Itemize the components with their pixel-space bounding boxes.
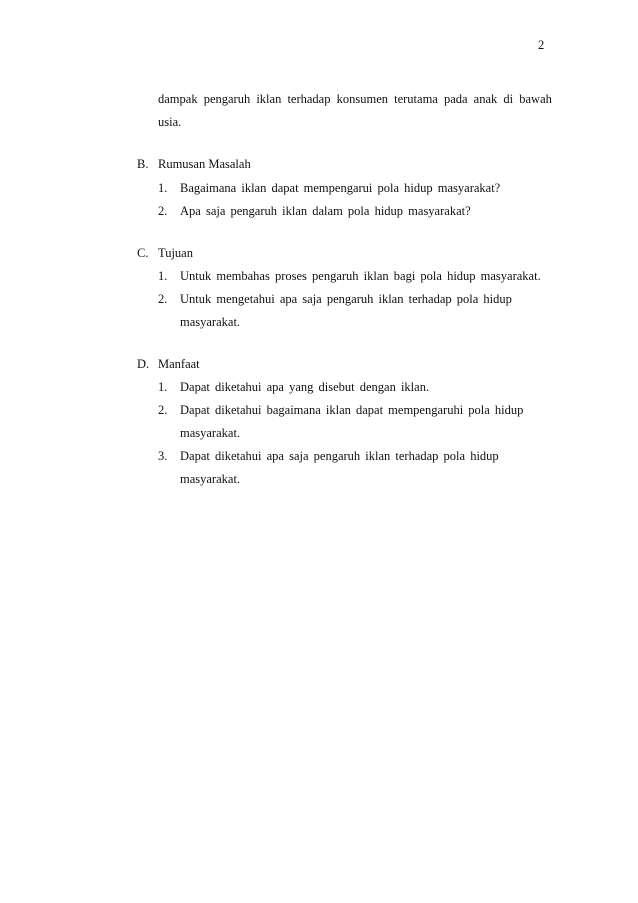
section-letter: B.	[137, 157, 149, 171]
list-item-number: 2.	[158, 403, 168, 417]
list-item-number: 1.	[158, 181, 168, 195]
section-title: Manfaat	[158, 357, 200, 371]
list-item-text-continuation: masyarakat.	[180, 315, 241, 329]
paragraph-line: usia.	[158, 115, 182, 129]
list-item-text-continuation: masyarakat.	[180, 472, 241, 486]
list-item-text: Bagaimana iklan dapat mempengarui pola hidup masyarakat?	[180, 181, 501, 195]
list-item-text: Untuk membahas proses pengaruh iklan bagi pola hidup masyarakat.	[180, 269, 541, 283]
section-letter: D.	[137, 357, 150, 371]
list-item-number: 1.	[158, 269, 168, 283]
list-item-text: Apa saja pengaruh iklan dalam pola hidup masyarakat?	[180, 204, 471, 218]
list-item-text: Untuk mengetahui apa saja pengaruh iklan terhadap pola hidup	[180, 292, 512, 306]
list-item-number: 2.	[158, 292, 168, 306]
list-item-text: Dapat diketahui bagaimana iklan dapat mempengaruhi pola hidup	[180, 403, 524, 417]
section-title: Rumusan Masalah	[158, 157, 251, 171]
page-number: 2	[538, 38, 545, 52]
paragraph-line: dampak pengaruh iklan terhadap konsumen terutama pada anak di bawah	[158, 92, 552, 106]
list-item-number: 1.	[158, 380, 168, 394]
list-item-number: 2.	[158, 204, 168, 218]
section-letter: C.	[137, 246, 149, 260]
list-item-text-continuation: masyarakat.	[180, 426, 241, 440]
list-item-number: 3.	[158, 449, 168, 463]
section-title: Tujuan	[158, 246, 193, 260]
list-item-text: Dapat diketahui apa yang disebut dengan iklan.	[180, 380, 430, 394]
list-item-text: Dapat diketahui apa saja pengaruh iklan terhadap pola hidup	[180, 449, 499, 463]
